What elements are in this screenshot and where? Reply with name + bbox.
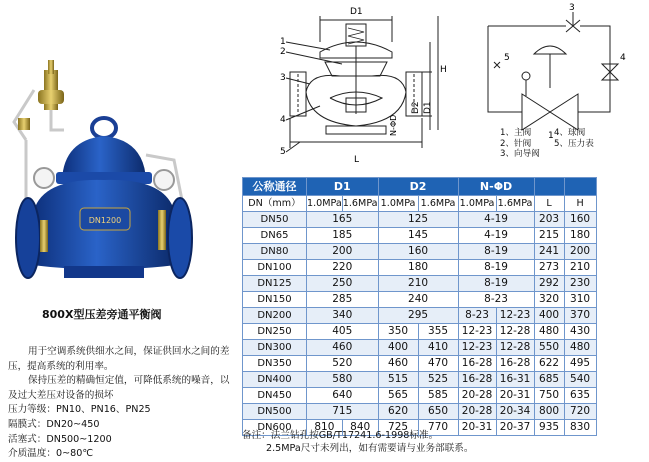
subheader-d2-16: 1.6MPa [418,196,458,212]
table-row: DN65 185 145 4-19 215 180 [243,228,597,244]
drawing-label-d1-top: D1 [350,7,363,17]
drawing-label-n-phi-d: N-ΦD [389,114,398,136]
drawing-callout-4: 4 [280,115,286,125]
drawing-callout-2: 2 [280,47,286,57]
valve-nameplate: DN1200 [88,216,122,225]
product-description [8,345,236,462]
note-line-1: 备注：法兰钻孔按GB/T17241.6-1998标准。 [242,430,439,441]
drawing-label-d1-side: D1 [423,101,433,114]
schematic-legend [500,128,608,160]
drawing-callout-1: 1 [280,37,286,47]
header-d1: D1 [307,178,379,196]
product-caption: 800X型压差旁通平衡阀 [42,308,162,321]
table-row: DN50 165 125 4-19 203 160 [243,212,597,228]
header-h-blank [564,178,596,196]
spec-piston: 活塞式：DN500~1200 [8,433,112,445]
subheader-h: H [564,196,596,212]
table-row: DN150 285 240 8-23 320 310 [243,292,597,308]
description-para-1: 用于空调系统供细水之间，保证供回水之间的差压，提高系统的利用率。 [8,346,230,372]
schematic-callout-1: 1 [548,131,554,141]
table-subheader-row [243,196,597,212]
dimension-table [242,177,597,436]
header-d2: D2 [378,178,458,196]
note-line-2: 2.5MPa尺寸未列出，如有需要请与业务部联系。 [266,443,474,454]
valve-product-image [4,60,200,292]
table-row: DN400 580 515 525 16-28 16-31 685 540 [243,372,597,388]
description-para-2: 保持压差的精确恒定值，可降低系统的噪音，以及过大差压对设备的损坏 [8,375,230,401]
header-nominal-diameter: 公称通径 [243,178,307,196]
drawing-label-d2: D2 [411,101,421,114]
drawing-callout-5: 5 [280,147,286,157]
header-n-phi-d: N-ΦD [458,178,534,196]
schematic-callout-4: 4 [620,53,626,63]
subheader-d1-16: 1.6MPa [342,196,378,212]
drawing-callout-3: 3 [280,73,286,83]
legend-row: 1、主阀 4、球阀 [500,128,586,138]
drawing-label-h: H [440,65,447,75]
table-row: DN500 715 620 650 20-28 20-34 800 720 [243,404,597,420]
table-row: DN200 340 295 8-23 12-23 400 370 [243,308,597,324]
table-row: DN100 220 180 8-19 273 210 [243,260,597,276]
table-row: DN80 200 160 8-19 241 200 [243,244,597,260]
spec-diaphragm: 隔膜式：DN20~450 [8,418,100,430]
header-l-blank [534,178,564,196]
subheader-n-10: 1.0MPa [458,196,496,212]
schematic-callout-5: 5 [504,53,510,63]
table-row: DN125 250 210 8-19 292 230 [243,276,597,292]
table-note [242,429,473,455]
spec-pressure-class: 压力等级：PN10、PN16、PN25 [8,404,151,416]
table-header-row [243,178,597,196]
schematic-callout-3: 3 [569,3,575,13]
spec-medium-temperature: 介质温度：0~80℃ [8,448,94,460]
subheader-l: L [534,196,564,212]
valve-section-drawing [270,2,450,172]
subheader-d2-10: 1.0MPa [378,196,418,212]
table-row: DN600 810 840 725 770 20-31 20-37 935 830 [243,420,597,436]
subheader-n-16: 1.6MPa [496,196,534,212]
subheader-dn: DN（mm） [243,196,307,212]
table-row: DN300 460 400 410 12-23 12-28 550 480 [243,340,597,356]
legend-row: 3、向导阀 [500,149,540,160]
table-row: DN250 405 350 355 12-23 12-28 480 430 [243,324,597,340]
table-row: DN350 520 460 470 16-28 16-28 622 495 [243,356,597,372]
subheader-d1-10: 1.0MPa [307,196,343,212]
table-row: DN450 640 565 585 20-28 20-31 750 635 [243,388,597,404]
drawing-label-l: L [354,155,360,165]
legend-row: 2、针阀 5、压力表 [500,138,594,149]
